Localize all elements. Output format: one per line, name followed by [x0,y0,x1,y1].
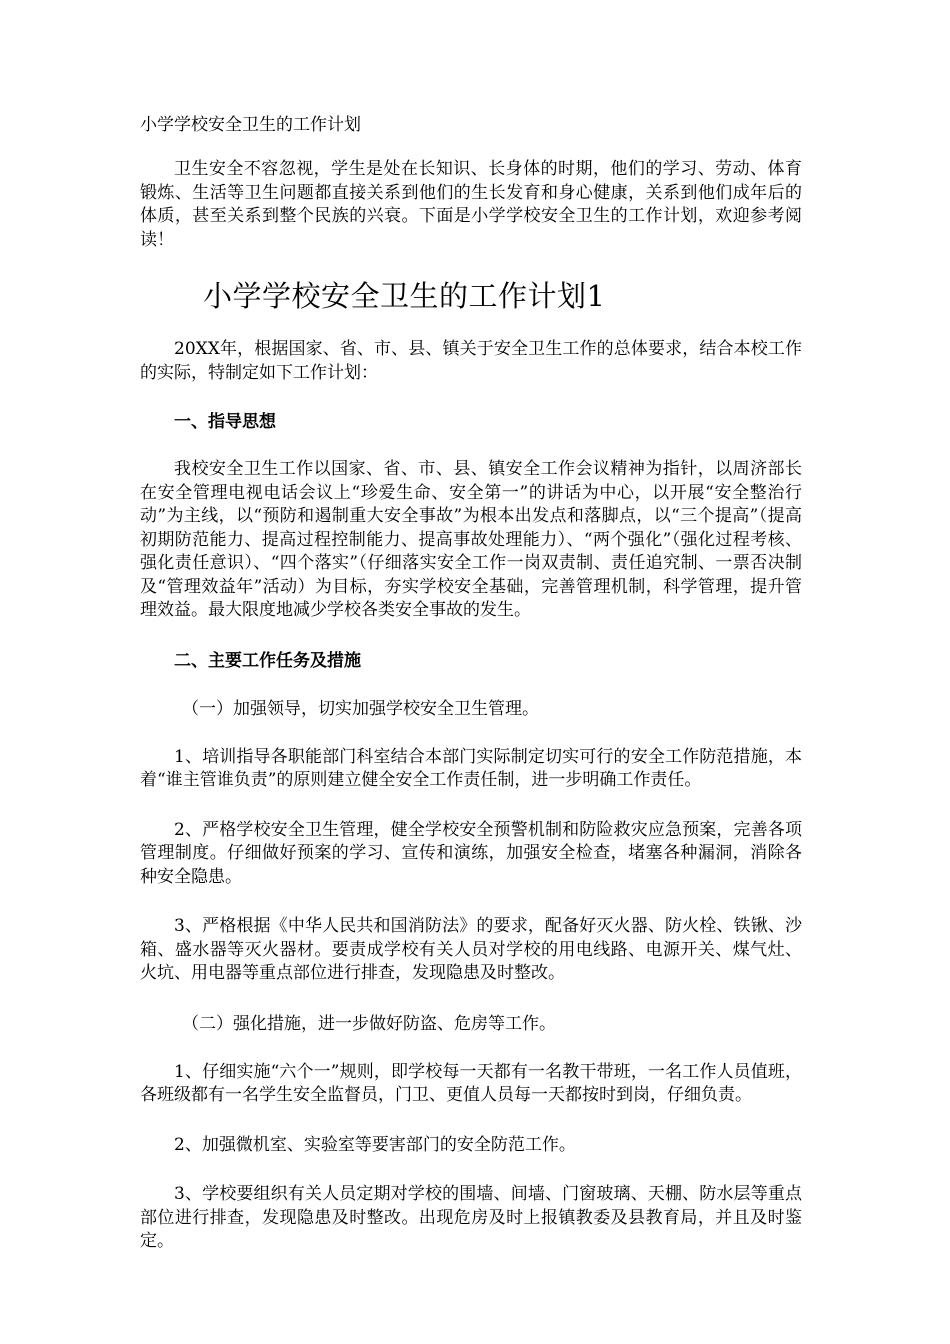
subsection-heading-leadership: （一）加强领导，切实加强学校安全卫生管理。 [182,698,539,719]
opening-paragraph: 20XX年，根据国家、省、市、县、镇关于安全卫生工作的总体要求，结合本校工作的实际，特制定如下工作计划： [140,339,802,383]
document-label: 小学学校安全卫生的工作计划 [140,115,361,135]
guiding-ideology-paragraph: 我校安全卫生工作以国家、省、市、县、镇安全工作会议精神为指针，以周济部长在安全管理电视电话会议上“珍爱生命、安全第一”的讲话为中心，以开展“安全整治行动”为主线，以“预防和遏制重大安全事故”为根本出发点和落脚点，以“三个提高”（提高初期防范能力、提高过程控制能力、提高事故处理能力）、“两个强化”（强化过程考核、强化责任意识）、“四个落实”（仔细落实安全工作一岗双责制、责任追究制、一票否决制及“管理效益年”活动）为目标，夯实学校安全基础，完善管理机制，科学管理，提升管理效益。最大限度地减少学校各类安全事故的发生。 [140,459,802,620]
list-item: 3、严格根据《中华人民共和国消防法》的要求，配备好灭火器、防火栓、铁锹、沙箱、盛水器等灭火器材。要责成学校有关人员对学校的用电线路、电源开关、煤气灶、火坑、用电器等重点部位进行排查，发现隐患及时整改。 [140,916,802,983]
main-heading: 小学学校安全卫生的工作计划1 [203,279,606,313]
section-heading-main-tasks: 二、主要工作任务及措施 [174,650,361,671]
list-item: 1、培训指导各职能部门科室结合本部门实际制定切实可行的安全工作防范措施，本着“谁主管谁负责”的原则建立健全安全工作责任制，进一步明确工作责任。 [140,746,802,790]
list-item: 2、严格学校安全卫生管理，健全学校安全预警机制和防险救灾应急预案，完善各项管理制度。仔细做好预案的学习、宣传和演练，加强安全检查，堵塞各种漏洞，消除各种安全隐患。 [140,819,802,887]
list-item: 1、仔细实施“六个一”规则，即学校每一天都有一名教干带班，一名工作人员值班，各班级都有一名学生安全监督员，门卫、更值人员每一天都按时到岗，仔细负责。 [140,1061,802,1105]
document-page [140,112,802,1280]
intro-paragraph: 卫生安全不容忽视，学生是处在长知识、长身体的时期，他们的学习、劳动、体育锻炼、生活等卫生问题都直接关系到他们的生长发育和身心健康，关系到他们成年后的体质，甚至关系到整个民族的兴衰。下面是小学学校安全卫生的工作计划，欢迎参考阅读！ [140,159,802,250]
list-item: 3、学校要组织有关人员定期对学校的围墙、间墙、门窗玻璃、天棚、防水层等重点部位进行排查，发现隐患及时整改。出现危房及时上报镇教委及县教育局，并且及时鉴定。 [140,1184,802,1251]
list-item: 2、加强微机室、实验室等要害部门的安全防范工作。 [174,1134,576,1155]
section-heading-guiding-ideology: 一、指导思想 [174,412,276,432]
subsection-heading-measures: （二）强化措施，进一步做好防盗、危房等工作。 [182,1013,556,1034]
